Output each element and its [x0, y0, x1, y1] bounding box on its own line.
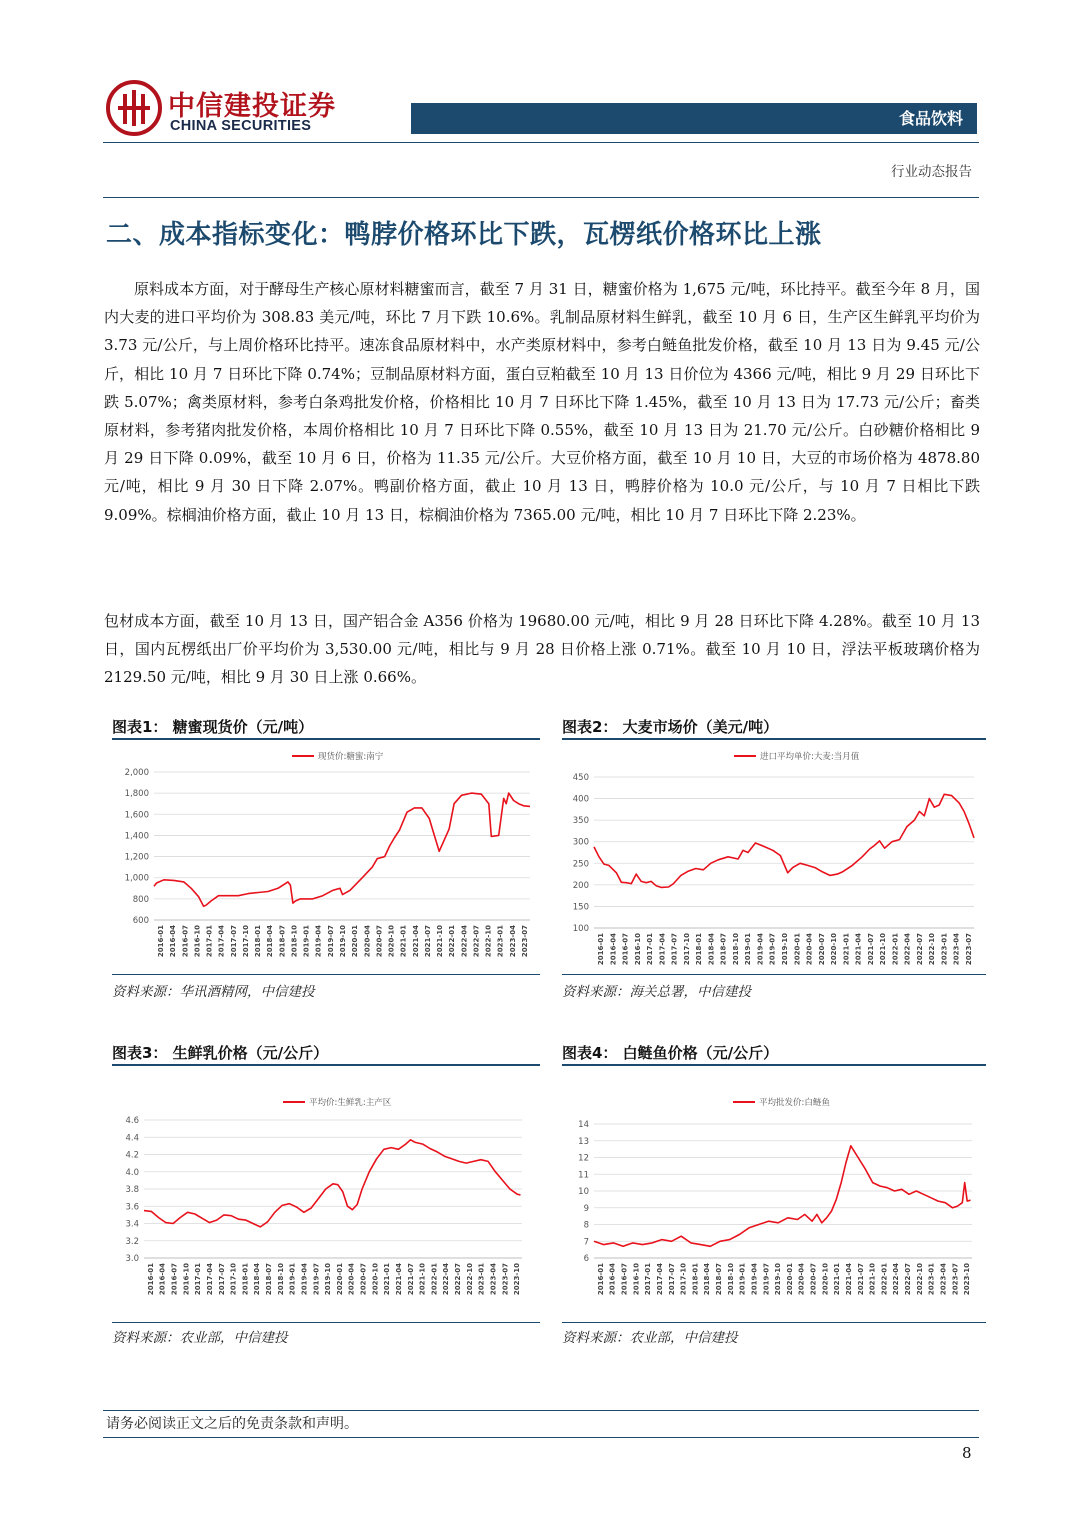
x-tick-label: 2019-01 — [302, 925, 311, 958]
legend-label: 进口平均单价:大麦:当月值 — [760, 752, 860, 762]
chart3-bottom-rule — [112, 1322, 540, 1323]
x-tick-label: 2017-07 — [229, 925, 238, 958]
x-tick-label: 2017-10 — [682, 933, 691, 966]
header-divider-lower — [103, 197, 979, 198]
chart2-barley-price — [562, 742, 986, 972]
chart1-molasses-price — [112, 742, 540, 972]
y-tick-label: 100 — [572, 924, 589, 934]
x-tick-label: 2018-10 — [290, 925, 299, 958]
y-tick-label: 2,000 — [124, 768, 149, 778]
x-tick-label: 2020-10 — [821, 1263, 830, 1296]
y-tick-label: 300 — [572, 837, 589, 848]
y-tick-label: 3.8 — [125, 1185, 139, 1195]
x-tick-label: 2021-04 — [854, 933, 863, 966]
y-tick-label: 1,000 — [124, 873, 149, 884]
x-tick-label: 2022-10 — [484, 925, 493, 958]
x-tick-label: 2018-04 — [707, 933, 716, 966]
x-tick-label: 2020-07 — [359, 1263, 368, 1296]
x-tick-label: 2022-07 — [454, 1263, 463, 1296]
x-tick-label: 2022-01 — [880, 1263, 889, 1296]
chart4-top-rule — [562, 1064, 986, 1066]
x-tick-label: 2020-07 — [817, 933, 826, 966]
x-tick-label: 2023-01 — [477, 1263, 486, 1296]
x-tick-label: 2022-04 — [460, 925, 469, 958]
y-tick-label: 13 — [578, 1136, 589, 1147]
x-tick-label: 2016-07 — [170, 1263, 179, 1296]
section-title: 二、成本指标变化：鸭脖价格环比下跌，瓦楞纸价格环比上涨 — [106, 220, 822, 250]
x-tick-label: 2021-04 — [394, 1263, 403, 1296]
x-tick-label: 2018-04 — [703, 1263, 712, 1296]
x-tick-label: 2022-07 — [472, 925, 481, 958]
chart2-source: 资料来源：海关总署，中信建投 — [562, 984, 751, 1000]
x-tick-label: 2016-04 — [608, 1263, 617, 1296]
x-tick-label: 2016-01 — [146, 1263, 155, 1296]
x-tick-label: 2018-01 — [241, 1263, 250, 1296]
y-tick-label: 6 — [583, 1254, 589, 1264]
x-tick-label: 2021-10 — [436, 925, 445, 958]
x-tick-label: 2023-10 — [513, 1263, 522, 1296]
x-tick-label: 2022-04 — [442, 1263, 451, 1296]
x-tick-label: 2022-04 — [903, 933, 912, 966]
paragraph-packaging-cost: 包材成本方面，截至 10 月 13 日，国产铝合金 A356 价格为 19680.00 元/吨，相比 9 月 28 日环比下降 4.28%。截至 10 月 13 日，国内瓦楞纸出厂价平均价为 3,530.00 元/吨，相比与 9 月 28 日价格上涨 0.71%。截至 10 月 10 日，浮法平板玻璃价格为 2129.50 元/吨，相比 9 月 30 日上涨 0.66%。 — [104, 612, 980, 687]
y-tick-label: 9 — [583, 1203, 589, 1214]
x-tick-label: 2022-01 — [430, 1263, 439, 1296]
x-tick-label: 2019-07 — [326, 925, 335, 958]
series-line — [144, 1140, 521, 1227]
header-divider — [103, 142, 979, 143]
x-tick-label: 2019-10 — [324, 1263, 333, 1296]
y-tick-label: 800 — [132, 894, 149, 905]
x-tick-label: 2019-07 — [762, 1263, 771, 1296]
x-tick-label: 2021-07 — [856, 1263, 865, 1296]
x-tick-label: 2018-07 — [265, 1263, 274, 1296]
y-tick-label: 3.6 — [125, 1202, 139, 1213]
y-tick-label: 3.2 — [125, 1236, 139, 1247]
footer-disclaimer: 请务必阅读正文之后的免责条款和声明。 — [106, 1416, 358, 1432]
x-tick-label: 2021-07 — [406, 1263, 415, 1296]
x-tick-label: 2020-04 — [363, 925, 372, 958]
x-tick-label: 2023-07 — [951, 1263, 960, 1296]
x-tick-label: 2017-04 — [217, 925, 226, 958]
y-tick-label: 11 — [578, 1170, 589, 1181]
x-tick-label: 2018-01 — [254, 925, 263, 958]
x-tick-label: 2017-01 — [646, 933, 655, 966]
x-tick-label: 2021-10 — [418, 1263, 427, 1296]
y-tick-label: 14 — [578, 1120, 589, 1130]
y-tick-label: 8 — [583, 1220, 589, 1231]
x-tick-label: 2022-10 — [928, 933, 937, 966]
x-tick-label: 2016-07 — [181, 925, 190, 958]
x-tick-label: 2023-04 — [508, 925, 517, 958]
x-tick-label: 2023-01 — [496, 925, 505, 958]
x-tick-label: 2018-07 — [278, 925, 287, 958]
x-tick-label: 2022-07 — [904, 1263, 913, 1296]
x-tick-label: 2022-01 — [448, 925, 457, 958]
y-tick-label: 1,800 — [124, 789, 149, 800]
chart4-heading: 图表4： 白鲢鱼价格（元/公斤） — [562, 1044, 779, 1062]
chart1-source: 资料来源：华讯酒精网，中信建投 — [112, 984, 315, 1000]
x-tick-label: 2018-01 — [691, 1263, 700, 1296]
x-tick-label: 2017-10 — [229, 1263, 238, 1296]
x-tick-label: 2018-01 — [695, 933, 704, 966]
x-tick-label: 2019-01 — [738, 1263, 747, 1296]
x-tick-label: 2021-01 — [833, 1263, 842, 1296]
x-tick-label: 2020-01 — [785, 1263, 794, 1296]
x-tick-label: 2019-04 — [300, 1263, 309, 1296]
x-tick-label: 2021-01 — [399, 925, 408, 958]
x-tick-label: 2020-01 — [335, 1263, 344, 1296]
report-type-label: 行业动态报告 — [891, 164, 972, 180]
x-tick-label: 2020-10 — [387, 925, 396, 958]
x-tick-label: 2017-10 — [679, 1263, 688, 1296]
y-tick-label: 150 — [572, 902, 589, 913]
chart4-silver-carp-price — [562, 1068, 986, 1320]
x-tick-label: 2016-04 — [609, 933, 618, 966]
x-tick-label: 2016-07 — [620, 1263, 629, 1296]
x-tick-label: 2017-04 — [658, 933, 667, 966]
y-tick-label: 4.2 — [125, 1150, 139, 1161]
y-tick-label: 350 — [572, 816, 589, 827]
y-tick-label: 250 — [572, 859, 589, 870]
legend-label: 平均价:生鲜乳:主产区 — [309, 1098, 392, 1108]
chart4-source: 资料来源：农业部，中信建投 — [562, 1330, 738, 1346]
category-label: 食品饮料 — [898, 109, 963, 128]
x-tick-label: 2020-04 — [797, 1263, 806, 1296]
chart2-bottom-rule — [562, 974, 986, 975]
x-tick-label: 2019-07 — [312, 1263, 321, 1296]
page-number: 8 — [962, 1444, 972, 1462]
x-tick-label: 2023-01 — [927, 1263, 936, 1296]
x-tick-label: 2021-01 — [383, 1263, 392, 1296]
x-tick-label: 2022-07 — [915, 933, 924, 966]
y-tick-label: 1,600 — [124, 810, 149, 821]
y-tick-label: 600 — [132, 916, 149, 926]
x-tick-label: 2022-10 — [915, 1263, 924, 1296]
x-tick-label: 2018-04 — [253, 1263, 262, 1296]
x-tick-label: 2021-07 — [423, 925, 432, 958]
x-tick-label: 2023-07 — [501, 1263, 510, 1296]
x-tick-label: 2016-07 — [621, 933, 630, 966]
x-tick-label: 2017-01 — [205, 925, 214, 958]
chart2-heading: 图表2： 大麦市场价（美元/吨） — [562, 718, 779, 736]
y-tick-label: 3.0 — [125, 1254, 139, 1264]
china-securities-logo-icon — [106, 80, 162, 136]
x-tick-label: 2019-01 — [744, 933, 753, 966]
x-tick-label: 2018-04 — [266, 925, 275, 958]
x-tick-label: 2020-01 — [351, 925, 360, 958]
x-tick-label: 2017-01 — [194, 1263, 203, 1296]
logo-english-name: CHINA SECURITIES — [170, 118, 312, 134]
x-tick-label: 2023-04 — [952, 933, 961, 966]
paragraph-raw-material-cost: 原料成本方面，对于酵母生产核心原材料糖蜜而言，截至 7 月 31 日，糖蜜价格为 1,675 元/吨，环比持平。截至今年 8 月，国内大麦的进口平均价为 308.83 美元/吨，环比 7 月下跌 10.6%。乳制品原材料生鲜乳，截至 10 月 6 日，生产区生鲜乳平均价为 3.73 元/公斤，与上周价格环比持平。速冻食品原材料中，水产类原材料中，参考白鲢鱼批发价格，截至 10 月 13 日为 9.45 元/公斤，相比 10 月 7 日环比下降 0.74%；豆制品原材料方面，蛋白豆粕截至 10 月 13 日价位为 4366 元/吨，相比 9 月 29 日环比下跌 5.07%；禽类原材料，参考白条鸡批发价格，价格相比 10 月 7 日环比下降 1.45%，截至 10 月 13 日为 17.73 元/公斤；畜类原材料，参考猪肉批发价格，本周价格相比 10 月 7 日环比下降 0.55%，截至 10 月 13 日为 21.70 元/公斤。白砂糖价格相比 9 月 29 日下降 0.09%，截至 10 月 6 日，价格为 11.35 元/公斤。大豆价格方面，截至 10 月 10 日，大豆的市场价格为 4878.80 元/吨，相比 9 月 30 日下降 2.07%。鸭副价格方面，截止 10 月 13 日，鸭脖价格为 10.0 元/公斤，与 10 月 7 日相比下跌 9.09%。棕榈油价格方面，截止 10 月 13 日，棕榈油价格为 7365.00 元/吨，相比 10 月 7 日环比下降 2.23%。 — [104, 280, 980, 524]
series-line — [154, 793, 530, 906]
chart3-raw-milk-price — [112, 1068, 540, 1320]
x-tick-label: 2020-10 — [371, 1263, 380, 1296]
x-tick-label: 2017-07 — [217, 1263, 226, 1296]
x-tick-label: 2017-07 — [670, 933, 679, 966]
x-tick-label: 2023-01 — [940, 933, 949, 966]
chart4-bottom-rule — [562, 1322, 986, 1323]
x-tick-label: 2019-04 — [756, 933, 765, 966]
x-tick-label: 2019-10 — [774, 1263, 783, 1296]
y-tick-label: 1,200 — [124, 852, 149, 863]
chart1-top-rule — [112, 738, 540, 740]
x-tick-label: 2019-04 — [750, 1263, 759, 1296]
x-tick-label: 2023-07 — [964, 933, 973, 966]
x-tick-label: 2016-04 — [158, 1263, 167, 1296]
x-tick-label: 2016-04 — [169, 925, 178, 958]
y-tick-label: 200 — [572, 880, 589, 891]
y-tick-label: 10 — [578, 1187, 589, 1197]
series-line — [594, 794, 974, 887]
y-tick-label: 4.4 — [125, 1133, 139, 1144]
chart1-heading: 图表1： 糖蜜现货价（元/吨） — [112, 718, 314, 736]
x-tick-label: 2018-07 — [715, 1263, 724, 1296]
y-tick-label: 3.4 — [125, 1219, 139, 1230]
x-tick-label: 2022-04 — [892, 1263, 901, 1296]
x-tick-label: 2020-10 — [830, 933, 839, 966]
chart3-heading: 图表3： 生鲜乳价格（元/公斤） — [112, 1044, 329, 1062]
x-tick-label: 2021-04 — [411, 925, 420, 958]
x-tick-label: 2023-07 — [520, 925, 529, 958]
x-tick-label: 2021-04 — [844, 1263, 853, 1296]
legend-label: 平均批发价:白鲢鱼 — [759, 1098, 830, 1108]
y-tick-label: 1,400 — [124, 831, 149, 842]
x-tick-label: 2019-01 — [288, 1263, 297, 1296]
x-tick-label: 2019-04 — [314, 925, 323, 958]
x-tick-label: 2018-07 — [719, 933, 728, 966]
footer-divider-lower — [103, 1437, 979, 1438]
x-tick-label: 2019-10 — [781, 933, 789, 966]
x-tick-label: 2022-10 — [465, 1263, 474, 1296]
legend-label: 现货价:糖蜜:南宁 — [318, 752, 384, 762]
x-tick-label: 2017-01 — [644, 1263, 653, 1296]
x-tick-label: 2022-01 — [891, 933, 900, 966]
x-tick-label: 2023-04 — [489, 1263, 498, 1296]
x-tick-label: 2019-10 — [339, 925, 347, 958]
chart1-bottom-rule — [112, 974, 540, 975]
x-tick-label: 2018-10 — [726, 1263, 735, 1296]
y-tick-label: 7 — [583, 1237, 589, 1248]
x-tick-label: 2020-07 — [809, 1263, 818, 1296]
y-tick-label: 4.6 — [125, 1116, 139, 1126]
x-tick-label: 2020-07 — [375, 925, 384, 958]
y-tick-label: 450 — [572, 773, 589, 783]
x-tick-label: 2020-01 — [793, 933, 802, 966]
x-tick-label: 2021-07 — [866, 933, 875, 966]
chart3-top-rule — [112, 1064, 540, 1066]
x-tick-label: 2016-10 — [193, 925, 202, 958]
x-tick-label: 2017-04 — [655, 1263, 664, 1296]
x-tick-label: 2016-10 — [633, 933, 642, 966]
series-line — [594, 1146, 971, 1247]
y-tick-label: 400 — [572, 794, 589, 805]
x-tick-label: 2018-10 — [276, 1263, 285, 1296]
x-tick-label: 2016-01 — [157, 925, 166, 958]
logo-chinese-name: 中信建投证券 — [168, 91, 336, 122]
chart3-source: 资料来源：农业部，中信建投 — [112, 1330, 288, 1346]
x-tick-label: 2017-07 — [667, 1263, 676, 1296]
x-tick-label: 2016-10 — [182, 1263, 191, 1296]
x-tick-label: 2023-10 — [963, 1263, 972, 1296]
x-tick-label: 2020-04 — [347, 1263, 356, 1296]
x-tick-label: 2017-04 — [205, 1263, 214, 1296]
x-tick-label: 2021-01 — [842, 933, 851, 966]
x-tick-label: 2021-10 — [868, 1263, 877, 1296]
footer-divider — [103, 1410, 979, 1411]
chart2-top-rule — [562, 738, 986, 740]
x-tick-label: 2017-10 — [241, 925, 250, 958]
y-tick-label: 4.0 — [125, 1167, 139, 1178]
category-banner — [411, 103, 977, 134]
x-tick-label: 2016-10 — [632, 1263, 641, 1296]
y-tick-label: 12 — [578, 1153, 589, 1164]
x-tick-label: 2021-10 — [879, 933, 888, 966]
x-tick-label: 2020-04 — [805, 933, 814, 966]
x-tick-label: 2019-07 — [768, 933, 777, 966]
x-tick-label: 2016-01 — [597, 933, 606, 966]
x-tick-label: 2018-10 — [731, 933, 740, 966]
x-tick-label: 2016-01 — [596, 1263, 605, 1296]
x-tick-label: 2023-04 — [939, 1263, 948, 1296]
